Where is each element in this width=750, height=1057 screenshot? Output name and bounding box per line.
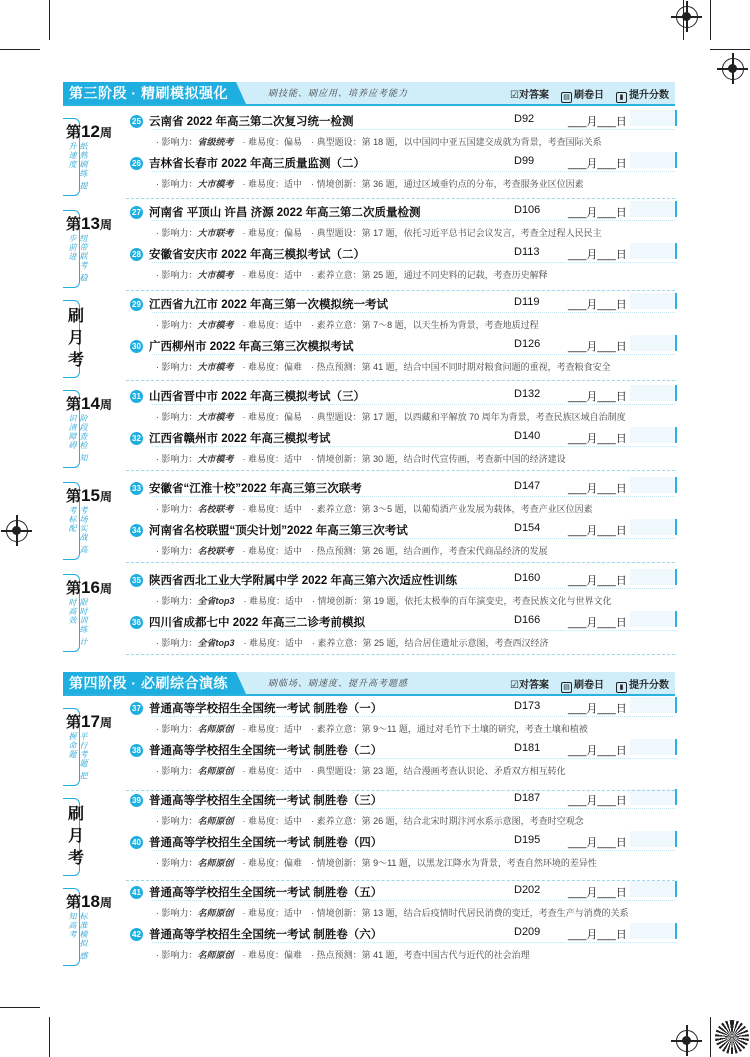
exam-info: · 影响力：名校联考 · 难易度：适中 · 素养立意：第 3～5 题，以葡萄酒产业发展为载体，考查产业区位因素 — [156, 504, 593, 514]
page-code: D160 — [514, 572, 541, 584]
exam-title: 35 陕西省西北工业大学附属中学 2022 年高三第六次适应性训练 — [130, 572, 457, 588]
row-divider — [152, 630, 675, 631]
week-13: 第13周 纽带联考 稳步前进 — [63, 210, 123, 290]
registration-mark-top — [676, 6, 698, 28]
week-15: 第15周 考场实战 高考标配 — [63, 482, 123, 562]
exam-info: · 影响力：大市联考 · 难易度：偏易 · 典型题设：第 17 题，依托习近平总书记会议发言，考查全过程人民民主 — [156, 228, 602, 238]
date-field[interactable]: ___月___日 — [568, 575, 627, 587]
week-notes: 限时训练 计时高效 — [68, 598, 88, 647]
check-answer-tool: ☑对答案 — [510, 90, 549, 101]
exam-title: 29 江西省九江市 2022 年高三第一次模拟统一考试 — [130, 296, 388, 312]
stage3-subtitle: 刷技能、刷应用、培养应考能力 — [268, 88, 409, 98]
item-number-badge: 30 — [130, 340, 143, 353]
date-field[interactable]: ___月___日 — [568, 525, 627, 537]
exam-info: · 影响力：大市模考 · 难易度：偏难 · 热点预测：第 41 题，结合中国不同时期对粮食问题的重视，考查粮食安全 — [156, 362, 611, 372]
exam-info: · 影响力：名师原创 · 难易度：偏难 · 情境创新：第 9～11 题，以黑龙江降水为背景，考查自然环境的差异性 — [156, 858, 597, 868]
score-box[interactable] — [630, 881, 677, 897]
stage4-title: 第四阶段 · 必刷综合演练 — [63, 672, 236, 694]
item-number-badge: 38 — [130, 744, 143, 757]
bar-chart-icon: ▮ — [616, 92, 627, 103]
page-code: D209 — [514, 926, 541, 938]
row-divider — [152, 496, 675, 497]
exam-info: · 影响力：名师原创 · 难易度：适中 · 典型题设：第 23 题，结合漫画考查认识论、矛盾双方相互转化 — [156, 766, 566, 776]
exam-info: · 影响力：名师原创 · 难易度：适中 · 素养立意：第 9～11 题，通过对毛竹下土壤的研究，考查土壤和植被 — [156, 724, 588, 734]
date-field[interactable]: ___月___日 — [568, 116, 627, 128]
week-notes: 纸熟刷练 提升速度 — [68, 142, 88, 191]
week-18: 第18周 标准模拟 感知高考 — [63, 888, 123, 968]
row-divider — [152, 220, 675, 221]
exam-title: 26 吉林省长春市 2022 年高三质量监测（二） — [130, 155, 365, 171]
exam-title: 36 四川省成都七中 2022 年高三二诊考前模拟 — [130, 614, 365, 630]
week-notes: 纽带联考 稳步前进 — [68, 234, 88, 283]
week-notes: 平行考题 把握命题 — [68, 732, 88, 781]
exam-title: 25 云南省 2022 年高三第二次复习统一检测 — [130, 113, 353, 129]
date-field[interactable]: ___月___日 — [568, 617, 627, 629]
page-code: D126 — [514, 338, 541, 350]
page-code: D187 — [514, 792, 541, 804]
check-answer-tool: ☑对答案 — [510, 680, 549, 691]
date-field[interactable]: ___月___日 — [568, 299, 627, 311]
item-number-badge: 34 — [130, 524, 143, 537]
month-exam-2 — [63, 798, 123, 878]
exam-title: 37 普通高等学校招生全国统一考试 制胜卷（一） — [130, 700, 382, 716]
page-code: D154 — [514, 522, 541, 534]
exam-info: · 影响力：全省top3 · 难易度：适中 · 情境创新：第 19 题，依托太极拳的百年演变史，考查民族文化与世界文化 — [156, 596, 612, 606]
group-separator — [126, 290, 675, 291]
item-number-badge: 31 — [130, 390, 143, 403]
week-notes: 阶段查检 知识清障碍 — [68, 414, 88, 463]
exam-info: · 影响力：名师原创 · 难易度：适中 · 情境创新：第 13 题，结合后疫情时代居民消费的变迁，考查生产与消费的关系 — [156, 908, 629, 918]
score-box[interactable] — [630, 152, 677, 168]
exam-title: 41 普通高等学校招生全国统一考试 制胜卷（五） — [130, 884, 382, 900]
page-code: D106 — [514, 204, 541, 216]
score-box[interactable] — [630, 427, 677, 443]
row-divider — [152, 758, 675, 759]
item-number-badge: 32 — [130, 432, 143, 445]
item-number-badge: 25 — [130, 115, 143, 128]
page-code: D195 — [514, 834, 541, 846]
date-field[interactable]: ___月___日 — [568, 341, 627, 353]
item-number-badge: 39 — [130, 794, 143, 807]
stage4-subtitle: 刷临场、刷速度、提升高考题感 — [268, 678, 409, 688]
page-code: D132 — [514, 388, 541, 400]
page-code: D173 — [514, 700, 541, 712]
exam-title: 39 普通高等学校招生全国统一考试 制胜卷（三） — [130, 792, 382, 808]
exam-title: 34 河南省名校联盟“顶尖计划”2022 年高三第三次考试 — [130, 522, 408, 538]
group-separator — [126, 654, 675, 655]
date-field[interactable]: ___月___日 — [568, 703, 627, 715]
exam-info: · 影响力：名师原创 · 难易度：偏难 · 热点预测：第 41 题，考查中国古代与近代的社会治理 — [156, 950, 530, 960]
item-number-badge: 40 — [130, 836, 143, 849]
improve-score-tool: ▮ 提升分数 — [616, 676, 669, 693]
date-field[interactable]: ___月___日 — [568, 249, 627, 261]
exam-info: · 影响力：名师原创 · 难易度：适中 · 素养立意：第 26 题，结合北宋时期汴河水系示意图，考查时空观念 — [156, 816, 584, 826]
score-box[interactable] — [630, 697, 677, 713]
color-wheel-mark — [715, 1020, 749, 1054]
score-box[interactable] — [630, 335, 677, 351]
date-field[interactable]: ___月___日 — [568, 483, 627, 495]
group-separator — [126, 470, 675, 471]
row-divider — [152, 129, 675, 130]
stage4-header — [63, 672, 675, 696]
exam-info: · 影响力：大市模考 · 难易度：适中 · 素养立意：第 7～8 题，以天生桥为背景，考查地质过程 — [156, 320, 539, 330]
item-number-badge: 28 — [130, 248, 143, 261]
exam-title: 38 普通高等学校招生全国统一考试 制胜卷（二） — [130, 742, 382, 758]
calendar-icon: ▤ — [561, 682, 572, 693]
row-divider — [152, 808, 675, 809]
month-exam-label: 刷月考 — [68, 308, 85, 369]
registration-mark-left — [6, 520, 28, 542]
week-14: 第14周 阶段查检 知识清障碍 — [63, 390, 123, 470]
exam-title: 28 安徽省安庆市 2022 年高三模拟考试（二） — [130, 246, 365, 262]
page-code: D99 — [514, 155, 535, 167]
row-divider — [152, 354, 675, 355]
item-number-badge: 27 — [130, 206, 143, 219]
row-divider — [152, 942, 675, 943]
exam-title: 33 安徽省“江淮十校”2022 年高三第三次联考 — [130, 480, 362, 496]
date-field[interactable]: ___月___日 — [568, 207, 627, 219]
score-box[interactable] — [630, 293, 677, 309]
score-box[interactable] — [630, 611, 677, 627]
stage3-header — [63, 82, 675, 106]
page-code: D92 — [514, 113, 535, 125]
exam-info: · 影响力：大市模考 · 难易度：适中 · 素养立意：第 25 题，通过不同史料的记载，考查历史解释 — [156, 270, 548, 280]
date-field[interactable]: ___月___日 — [568, 158, 627, 170]
score-box[interactable] — [630, 831, 677, 847]
score-box[interactable] — [630, 110, 677, 126]
page-code: D181 — [514, 742, 541, 754]
page-code: D166 — [514, 614, 541, 626]
bar-chart-icon: ▮ — [616, 682, 627, 693]
group-separator — [126, 198, 675, 199]
page-code: D113 — [514, 246, 540, 258]
item-number-badge: 37 — [130, 702, 143, 715]
exam-title: 32 江西省赣州市 2022 年高三模拟考试 — [130, 430, 330, 446]
score-box[interactable] — [630, 789, 677, 805]
date-field[interactable]: ___月___日 — [568, 929, 627, 941]
exam-info: · 影响力：大市模考 · 难易度：适中 · 情境创新：第 36 题，通过区域垂钓点的分布，考查服务业区位因素 — [156, 179, 584, 189]
date-field[interactable]: ___月___日 — [568, 745, 627, 757]
exam-info: · 影响力：大市模考 · 难易度：适中 · 情境创新：第 30 题，结合时代宣传画，考查新中国的经济建设 — [156, 454, 566, 464]
week-16: 第16周 限时训练 计时高效 — [63, 574, 123, 654]
group-separator — [126, 562, 675, 563]
registration-mark-right — [722, 58, 744, 80]
week-17: 第17周 平行考题 把握命题 — [63, 708, 123, 788]
page-code: D140 — [514, 430, 541, 442]
row-divider — [152, 588, 675, 589]
exam-title: 31 山西省晋中市 2022 年高三模拟考试（三） — [130, 388, 365, 404]
stage3-title: 第三阶段 · 精刷模拟强化 — [63, 82, 236, 104]
group-separator — [126, 380, 675, 381]
row-divider — [152, 538, 675, 539]
item-number-badge: 41 — [130, 886, 143, 899]
exam-title: 40 普通高等学校招生全国统一考试 制胜卷（四） — [130, 834, 382, 850]
date-field[interactable]: ___月___日 — [568, 887, 627, 899]
week-12: 第12周 纸熟刷练 提升速度 — [63, 118, 123, 198]
date-field[interactable]: ___月___日 — [568, 433, 627, 445]
score-box[interactable] — [630, 519, 677, 535]
date-field[interactable]: ___月___日 — [568, 391, 627, 403]
date-field[interactable]: ___月___日 — [568, 795, 627, 807]
score-box[interactable] — [630, 923, 677, 939]
exam-day-tool: ▤ 刷卷日 — [561, 86, 604, 103]
improve-score-tool: ▮ 提升分数 — [616, 86, 669, 103]
page-code: D202 — [514, 884, 541, 896]
group-separator — [126, 880, 675, 881]
registration-mark-bottom — [676, 1030, 698, 1052]
month-exam-label: 刷月考 — [68, 806, 85, 867]
score-box[interactable] — [630, 201, 677, 217]
exam-title: 30 广西柳州市 2022 年高三第三次模拟考试 — [130, 338, 353, 354]
exam-info: · 影响力：名校联考 · 难易度：适中 · 热点预测：第 26 题，结合画作，考查宋代商品经济的发展 — [156, 546, 548, 556]
score-box[interactable] — [630, 477, 677, 493]
item-number-badge: 36 — [130, 616, 143, 629]
row-divider — [152, 446, 675, 447]
row-divider — [152, 262, 675, 263]
calendar-icon: ▤ — [561, 92, 572, 103]
week-notes: 考场实战 高考标配 — [68, 506, 88, 555]
row-divider — [152, 850, 675, 851]
page-code: D147 — [514, 480, 541, 492]
group-separator — [126, 790, 675, 791]
date-field[interactable]: ___月___日 — [568, 837, 627, 849]
row-divider — [152, 900, 675, 901]
score-box[interactable] — [630, 385, 677, 401]
score-box[interactable] — [630, 569, 677, 585]
exam-day-tool: ▤ 刷卷日 — [561, 676, 604, 693]
row-divider — [152, 404, 675, 405]
page-code: D119 — [514, 296, 540, 308]
item-number-badge: 42 — [130, 928, 143, 941]
item-number-badge: 33 — [130, 482, 143, 495]
row-divider — [152, 312, 675, 313]
week-notes: 标准模拟 感知高考 — [68, 912, 88, 961]
exam-info: · 影响力：全省top3 · 难易度：适中 · 素养立意：第 25 题，结合居住遗址示意图，考查西汉经济 — [156, 638, 549, 648]
exam-info: · 影响力：省级统考 · 难易度：偏易 · 典型题设：第 18 题，以中国同中亚五国建交成就为背景，考查国际关系 — [156, 137, 602, 147]
item-number-badge: 26 — [130, 157, 143, 170]
item-number-badge: 29 — [130, 298, 143, 311]
row-divider — [152, 716, 675, 717]
exam-title: 27 河南省 平顶山 许昌 济源 2022 年高三第二次质量检测 — [130, 204, 421, 220]
month-exam-1 — [63, 300, 123, 380]
score-box[interactable] — [630, 243, 677, 259]
score-box[interactable] — [630, 739, 677, 755]
item-number-badge: 35 — [130, 574, 143, 587]
row-divider — [152, 171, 675, 172]
exam-title: 42 普通高等学校招生全国统一考试 制胜卷（六） — [130, 926, 382, 942]
exam-info: · 影响力：大市模考 · 难易度：偏易 · 典型题设：第 17 题，以西藏和平解放 70 周年为背景，考查民族区域自治制度 — [156, 412, 626, 422]
